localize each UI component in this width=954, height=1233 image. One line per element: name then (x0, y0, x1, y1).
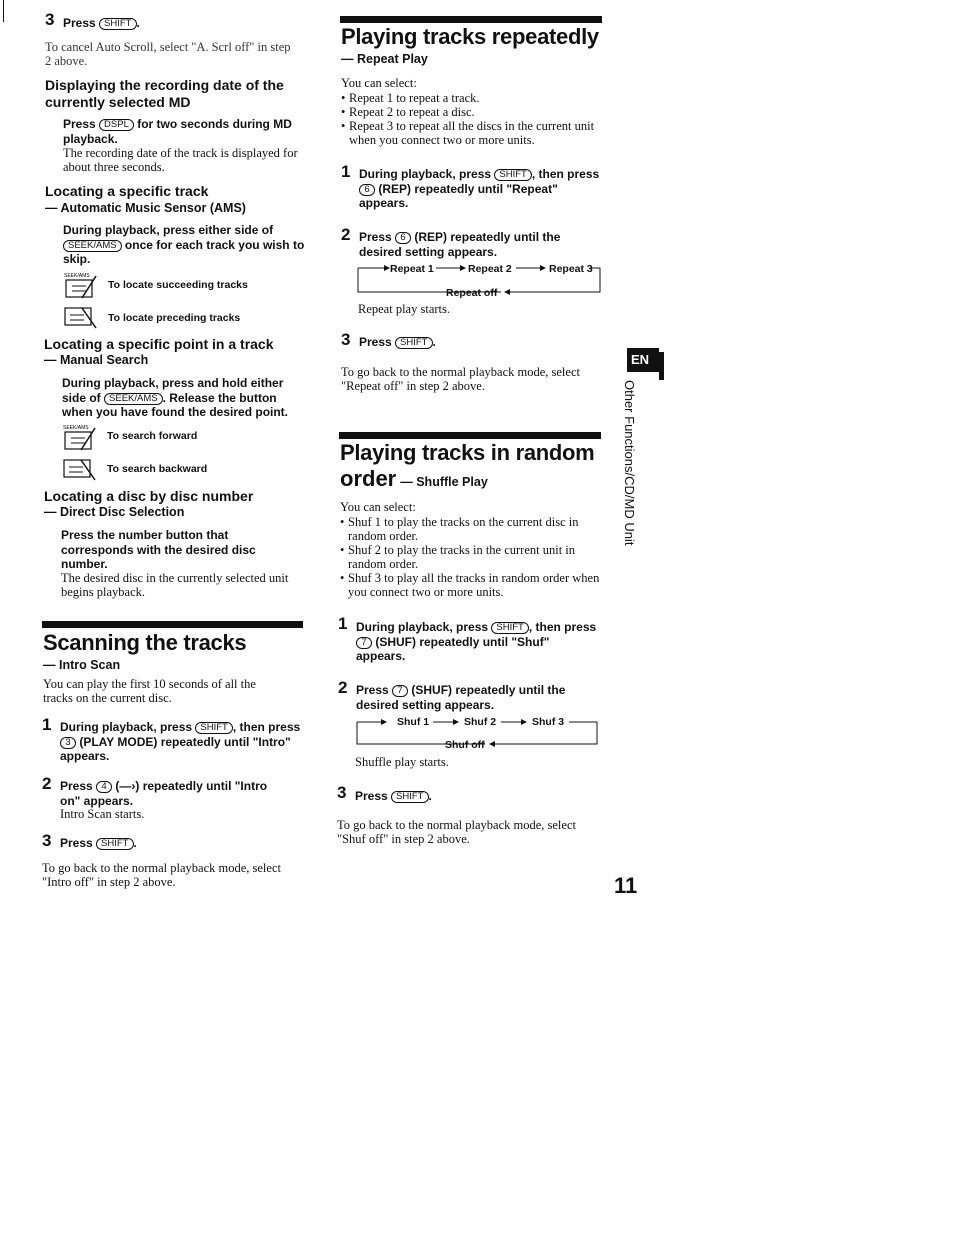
step-instruction: Press 6 (REP) repeatedly until the desired setting appears. (359, 230, 561, 259)
list-item: • Repeat 2 to repeat a disc. (341, 105, 603, 119)
step-instruction: Press 7 (SHUF) repeatedly until the desired setting appears. (356, 683, 566, 712)
search-forward-icon (61, 422, 101, 452)
body-text: You can select: (340, 500, 416, 514)
option-list (340, 515, 602, 599)
body-text: The recording date of the track is displayed for about three seconds. (63, 146, 298, 174)
shift-key: SHIFT (491, 622, 528, 634)
list-item: • Repeat 1 to repeat a track. (341, 91, 603, 105)
step-instruction: During playback, press SHIFT , then press 3 (PLAY MODE) repeatedly until "Intro" appears. (60, 720, 301, 763)
body-text: The desired disc in the currently selected unit begins playback. (61, 571, 289, 599)
section-title-line2: order — Shuffle Play (340, 466, 488, 491)
step-instruction: Press SHIFT . (355, 789, 432, 803)
step-number: 1 (341, 162, 351, 181)
shift-key: SHIFT (494, 169, 531, 181)
flow-label: Shuf 1 (397, 716, 430, 728)
body-text: Intro Scan starts. (60, 807, 145, 821)
number-button: 7 (392, 685, 408, 697)
body-text: Repeat play starts. (358, 302, 450, 316)
section-rule (339, 432, 601, 439)
section-subheading: — Direct Disc Selection (44, 505, 185, 519)
section-subheading: — Manual Search (44, 353, 149, 367)
shift-key: SHIFT (391, 791, 428, 803)
step-instruction: Press SHIFT . (60, 836, 137, 850)
list-item: • Shuf 1 to play the tracks on the current disc in random order. (340, 515, 602, 543)
section-rule (340, 16, 602, 23)
search-backward-icon (61, 456, 101, 484)
section-subheading: — Intro Scan (43, 658, 121, 672)
step-instruction: Press SHIFT . (359, 335, 436, 349)
number-button: 6 (359, 184, 375, 196)
section-heading: Displaying the recording date of the currently selected MD (45, 77, 284, 110)
section-tab-label: Other Functions/CD/MD Unit (622, 380, 637, 546)
icon-label: To locate preceding tracks (108, 312, 241, 324)
section-rule (42, 621, 303, 628)
instruction: Press DSPL for two seconds during MD playback. (63, 117, 292, 146)
step-number: 2 (341, 225, 351, 244)
section-heading: Locating a disc by disc number (44, 488, 254, 504)
instruction: Press the number button that corresponds with the desired disc number. (61, 528, 256, 571)
body-text: You can play the first 10 seconds of all the tracks on the current disc. (43, 677, 256, 705)
shift-key: SHIFT (99, 18, 136, 30)
step-number: 3 (42, 831, 52, 850)
flow-label: Repeat off (446, 287, 498, 299)
step-number: 3 (337, 783, 347, 802)
flow-label: Shuf off (445, 739, 485, 751)
svg-text:SEEK/AMS: SEEK/AMS (63, 425, 89, 431)
seek-ams-key: SEEK/AMS (63, 240, 122, 252)
section-heading: Locating a specific point in a track (44, 336, 274, 352)
section-subheading: — Shuffle Play (400, 475, 488, 489)
shift-key: SHIFT (395, 337, 432, 349)
tab-edge (659, 352, 664, 380)
instruction: During playback, press and hold either side of SEEK/AMS . Release the button when you have found the desired point. (62, 376, 289, 419)
icon-label: To search forward (107, 430, 198, 442)
shift-key: SHIFT (195, 722, 232, 734)
section-title: Playing tracks in random (340, 440, 595, 465)
step-number: 3 (341, 330, 351, 349)
step-instruction: Press 4 (—›) repeatedly until "Intro on" appears. (60, 779, 268, 808)
step-number: 1 (42, 715, 52, 734)
icon-label: To search backward (107, 463, 208, 475)
number-button: 3 (60, 737, 76, 749)
flow-label: Repeat 2 (468, 263, 512, 275)
instruction: During playback, press either side of SEEK/AMS once for each track you wish to skip. (63, 223, 305, 266)
section-title: Playing tracks repeatedly (341, 24, 599, 49)
dspl-key: DSPL (99, 119, 134, 131)
section-heading: Locating a specific track (45, 183, 209, 199)
body-text: You can select: (341, 76, 417, 90)
body-text: To go back to the normal playback mode, select "Intro off" in step 2 above. (42, 861, 281, 889)
body-text: Shuffle play starts. (355, 755, 449, 769)
flow-label: Shuf 3 (532, 716, 565, 728)
seek-ams-key: SEEK/AMS (104, 393, 163, 405)
flow-label: Shuf 2 (464, 716, 497, 728)
shift-key: SHIFT (96, 838, 133, 850)
cancel-note: To cancel Auto Scroll, select "A. Scrl off" in step 2 above. (45, 40, 291, 68)
step-number: 2 (42, 774, 52, 793)
page-number: 11 (614, 873, 638, 898)
section-title: Scanning the tracks (43, 630, 247, 655)
seek-ams-down-icon (62, 304, 102, 332)
icon-label: To locate succeeding tracks (108, 279, 248, 291)
step-number: 3 (45, 10, 55, 29)
section-subheading: — Repeat Play (341, 52, 428, 66)
body-text: To go back to the normal playback mode, select "Shuf off" in step 2 above. (337, 818, 576, 846)
step-instruction: Press SHIFT . (63, 16, 140, 30)
number-button: 4 (96, 781, 112, 793)
step-instruction: During playback, press SHIFT , then press 6 (REP) repeatedly until "Repeat" appears. (359, 167, 600, 210)
step-number: 1 (338, 614, 348, 633)
flow-label: Repeat 3 (549, 263, 593, 275)
body-text: To go back to the normal playback mode, select "Repeat off" in step 2 above. (341, 365, 580, 393)
option-list (341, 91, 603, 147)
list-item: • Repeat 3 to repeat all the discs in the current unit when you connect two or more units. (341, 119, 603, 147)
list-item: • Shuf 2 to play the tracks in the current unit in random order. (340, 543, 602, 571)
number-button: 7 (356, 637, 372, 649)
section-subheading: — Automatic Music Sensor (AMS) (45, 201, 246, 215)
step-number: 2 (338, 678, 348, 697)
step-instruction: During playback, press SHIFT , then press 7 (SHUF) repeatedly until "Shuf" appears. (356, 620, 597, 663)
svg-text:SEEK/AMS: SEEK/AMS (64, 273, 90, 279)
seek-ams-up-icon (62, 270, 102, 300)
number-button: 6 (395, 232, 411, 244)
language-tab: EN (627, 348, 659, 372)
margin-mark (3, 0, 4, 22)
flow-label: Repeat 1 (390, 263, 434, 275)
list-item: • Shuf 3 to play all the tracks in random order when you connect two or more units. (340, 571, 602, 599)
